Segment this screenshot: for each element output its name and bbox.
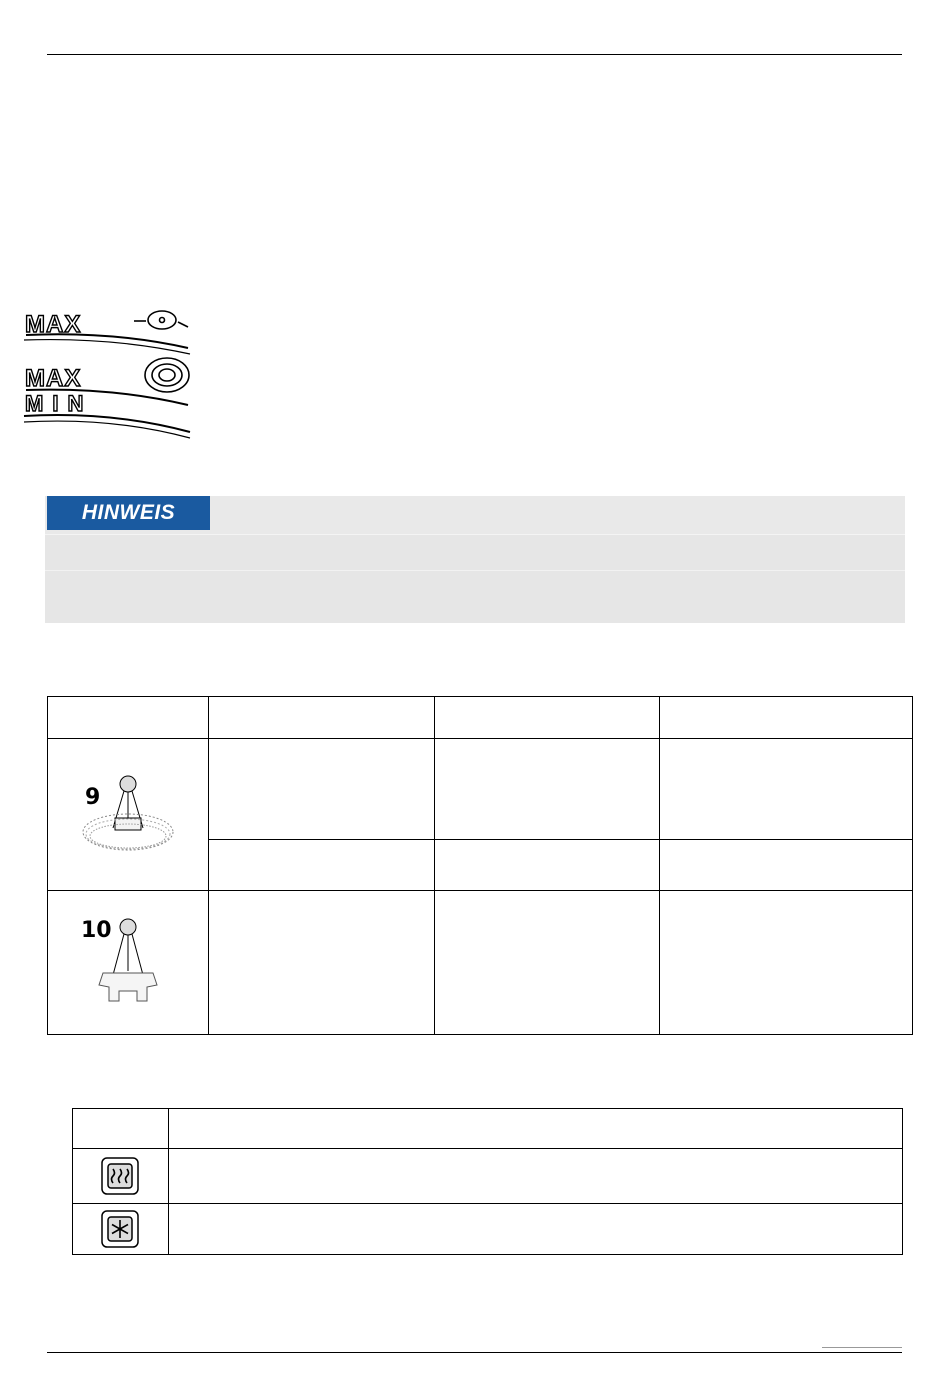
table-cell xyxy=(434,891,660,1035)
stirring-whisk-icon xyxy=(73,905,183,1020)
table-row xyxy=(73,1204,903,1255)
table-cell xyxy=(208,840,434,891)
max-label-milk: MAX xyxy=(25,365,82,392)
cold-foam-button-cell xyxy=(73,1204,169,1255)
button-function-table xyxy=(72,1108,903,1255)
whisk-number-9: 9 xyxy=(84,785,101,810)
table-cell xyxy=(434,739,660,840)
table-row xyxy=(48,891,913,1035)
table-cell xyxy=(660,840,913,891)
table-cell xyxy=(660,891,913,1035)
whisk-ring-small-icon xyxy=(134,311,188,329)
footer-short-rule xyxy=(822,1347,902,1348)
max-min-fill-marks xyxy=(22,305,197,445)
hot-milk-button-cell xyxy=(73,1149,169,1204)
table-row xyxy=(73,1149,903,1204)
table-cell xyxy=(168,1149,902,1204)
min-label: MIN xyxy=(25,391,93,416)
table-cell xyxy=(208,697,434,739)
table-cell xyxy=(168,1204,902,1255)
notice-label: HINWEIS xyxy=(47,496,210,530)
frothing-whisk-spiral-icon xyxy=(73,762,183,867)
notice-divider xyxy=(45,570,905,571)
table-cell xyxy=(48,697,209,739)
header-rule xyxy=(47,54,902,55)
table-cell xyxy=(73,1109,169,1149)
whisk-10-cell xyxy=(48,891,209,1035)
footer-rule xyxy=(47,1352,902,1353)
notice-box xyxy=(45,496,905,623)
table-cell xyxy=(208,891,434,1035)
table-header-row xyxy=(73,1109,903,1149)
whisk-usage-table xyxy=(47,696,913,1035)
cold-foam-button-icon xyxy=(100,1209,140,1249)
hot-milk-button-icon xyxy=(100,1156,140,1196)
table-cell xyxy=(434,840,660,891)
table-cell xyxy=(208,739,434,840)
table-cell xyxy=(660,697,913,739)
table-cell xyxy=(434,697,660,739)
table-cell xyxy=(660,739,913,840)
max-label-foam: MAX xyxy=(25,311,82,338)
whisk-ring-large-icon xyxy=(145,358,189,392)
table-header-row xyxy=(48,697,913,739)
table-row xyxy=(48,739,913,840)
whisk-number-10: 10 xyxy=(80,918,112,943)
whisk-9-cell xyxy=(48,739,209,891)
table-cell xyxy=(168,1109,902,1149)
